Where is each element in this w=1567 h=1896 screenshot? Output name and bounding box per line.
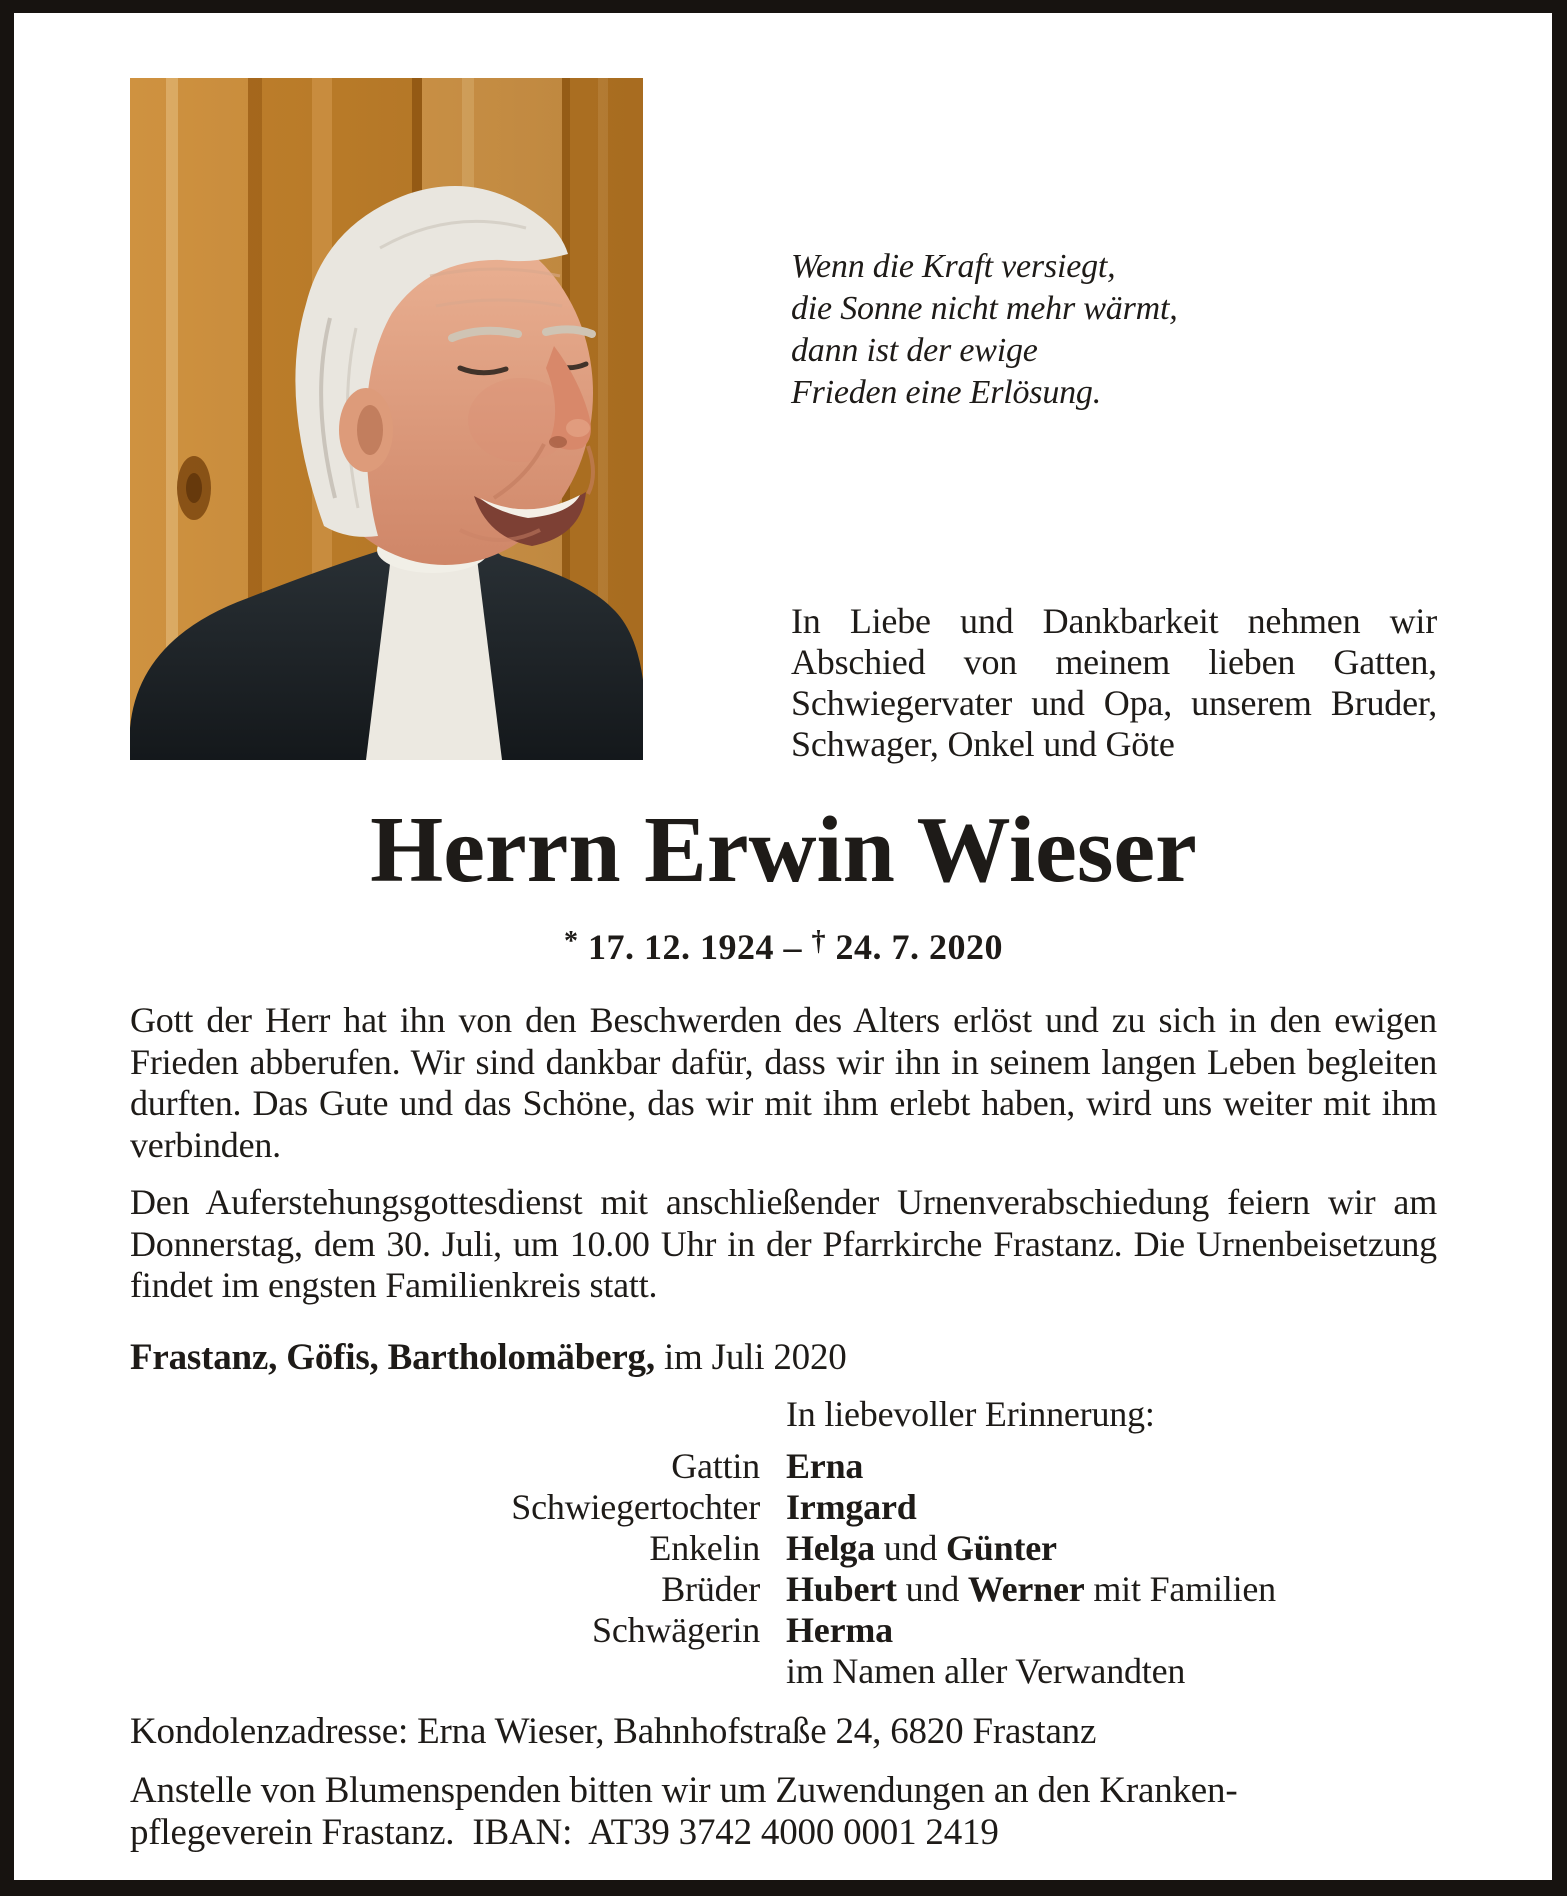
poem-line: Frieden eine Erlösung. (791, 374, 1102, 411)
name: Irmgard (786, 1487, 917, 1527)
death-date: 24. 7. 2020 (835, 927, 1004, 967)
remembrance-footer: im Namen aller Verwandten (786, 1651, 1186, 1691)
connector: und (874, 1528, 946, 1568)
donation-note (130, 1770, 1450, 1854)
life-dates (130, 926, 1437, 968)
service-paragraph: Den Auferstehungsgottesdienst mit anschließender Urnenverabschiedung feiern wir am Donnerstag, dem 30. Juli, um 10.00 Uhr in der Pfarrkirche Frastanz. Die Urnenbeisetzung findet im engsten Familienkreis statt. (130, 1182, 1437, 1305)
relation-label: Brüder (661, 1569, 760, 1609)
relation-names (786, 1487, 1437, 1528)
name: Herma (786, 1610, 893, 1650)
remembrance-section (130, 1394, 1437, 1692)
family-row (130, 1528, 1437, 1569)
connector: und (896, 1569, 968, 1609)
place-date-line (130, 1336, 1437, 1379)
portrait-photo-svg (130, 78, 643, 760)
name2: Günter (946, 1528, 1057, 1568)
suffix: mit Familien (1084, 1569, 1276, 1609)
deceased-name: Herrn Erwin Wieser (370, 798, 1197, 902)
relation-names (786, 1528, 1437, 1569)
name: Erna (786, 1446, 864, 1486)
relation-label: Enkelin (649, 1528, 760, 1568)
relation-names (786, 1569, 1437, 1610)
condolence-address: Kondolenzadresse: Erna Wieser, Bahnhofstraße 24, 6820 Frastanz (130, 1711, 1097, 1752)
family-row (130, 1446, 1437, 1487)
obituary-paragraph-1: Gott der Herr hat ihn von den Beschwerden des Alters erlöst und zu sich in den ewigen Frieden abberufen. Wir sind dankbar dafür, dass wir ihn in seinem langen Leben begleiten durften. Das Gute und das Schöne, das wir mit ihm erlebt haben, wird uns weiter mit ihm verbinden. (130, 1000, 1437, 1165)
poem-line: die Sonne nicht mehr wärmt, (791, 290, 1178, 327)
family-row (130, 1487, 1437, 1528)
donation-line-2: pflegeverein Frastanz. IBAN: AT39 3742 4000 0001 2419 (130, 1812, 999, 1853)
poem (791, 246, 1411, 414)
donation-line-1: Anstelle von Blumenspenden bitten wir um Zuwendungen an den Kranken- (130, 1770, 1238, 1811)
family-row (130, 1569, 1437, 1610)
dates-separator: – (783, 927, 802, 967)
name: Helga (786, 1528, 875, 1568)
name: Hubert (786, 1569, 897, 1609)
farewell-intro: In Liebe und Dankbarkeit nehmen wir Abschied von meinem lieben Gatten, Schwiegervater und Opa, unserem Bruder, Schwager, Onkel und Göte (791, 601, 1437, 764)
poem-line: dann ist der ewige (791, 332, 1038, 369)
name2: Werner (967, 1569, 1085, 1609)
place-date: im Juli 2020 (654, 1337, 847, 1378)
poem-line: Wenn die Kraft versiegt, (791, 248, 1116, 285)
places: Frastanz, Göfis, Bartholomäberg, (130, 1337, 655, 1378)
family-row (130, 1610, 1437, 1651)
relation-names (786, 1446, 1437, 1487)
relation-label: Gattin (671, 1446, 760, 1486)
portrait-photo (130, 78, 643, 760)
birth-date: 17. 12. 1924 (588, 927, 774, 967)
relation-label: Schwägerin (592, 1610, 760, 1650)
relation-names (786, 1610, 1437, 1651)
remembrance-header: In liebevoller Erinnerung: (786, 1394, 1155, 1434)
relation-label: Schwiegertochter (511, 1487, 760, 1527)
death-symbol: † (811, 926, 827, 958)
birth-symbol: * (563, 926, 579, 958)
